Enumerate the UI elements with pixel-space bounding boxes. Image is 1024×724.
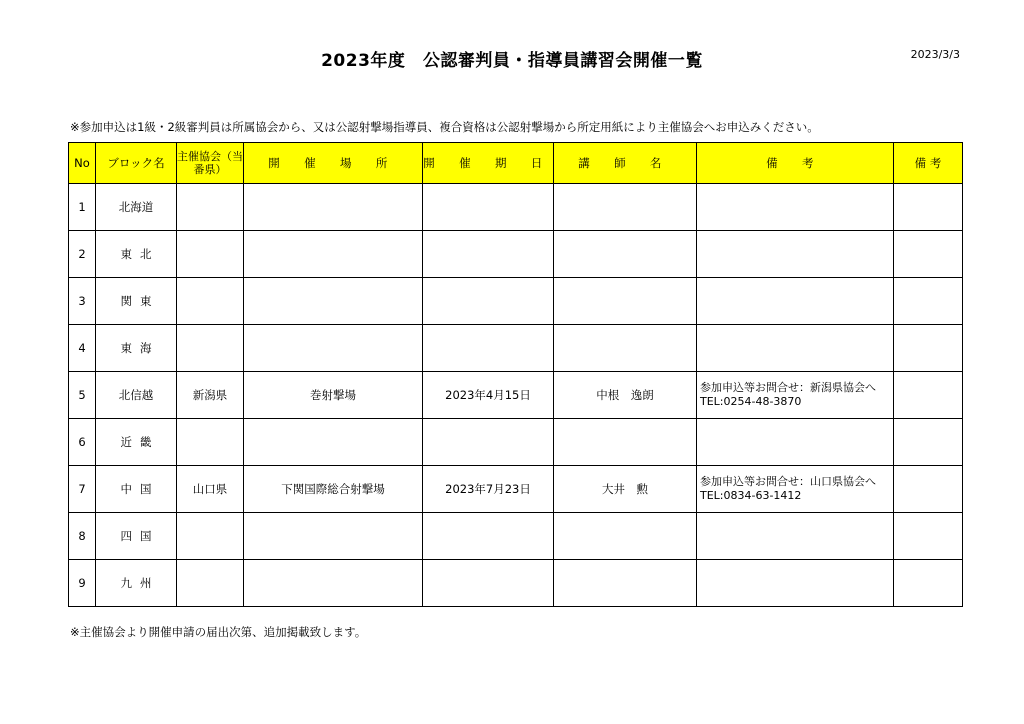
cell-venue (244, 184, 423, 231)
cell-lecturer (554, 325, 697, 372)
cell-block: 四国 (96, 513, 177, 560)
cell-remarks: 参加申込等お問合せ：山口県協会へTEL:0834-63-1412 (697, 466, 894, 513)
cell-no: 1 (69, 184, 96, 231)
cell-remarks (697, 184, 894, 231)
table-header-row (69, 143, 963, 184)
cell-block: 北信越 (96, 372, 177, 419)
cell-lecturer (554, 184, 697, 231)
table-row (69, 184, 963, 231)
cell-venue (244, 325, 423, 372)
table-row (69, 466, 963, 513)
cell-date (423, 560, 554, 607)
table-row (69, 513, 963, 560)
cell-no: 8 (69, 513, 96, 560)
cell-date (423, 278, 554, 325)
cell-block: 北海道 (96, 184, 177, 231)
table-row (69, 372, 963, 419)
cell-remarks (697, 513, 894, 560)
cell-venue (244, 419, 423, 466)
cell-remarks-2 (894, 278, 963, 325)
cell-host (177, 278, 244, 325)
cell-date (423, 513, 554, 560)
cell-no: 4 (69, 325, 96, 372)
cell-block: 中国 (96, 466, 177, 513)
table-row (69, 560, 963, 607)
cell-remarks (697, 278, 894, 325)
cell-remarks (697, 231, 894, 278)
header-block: ブロック名 (96, 143, 177, 184)
cell-lecturer (554, 560, 697, 607)
cell-no: 6 (69, 419, 96, 466)
table-row (69, 278, 963, 325)
header-host: 主催協会（当番県） (177, 143, 244, 184)
header-date: 開 催 期 日 (423, 143, 554, 184)
cell-remarks-2 (894, 372, 963, 419)
cell-no: 7 (69, 466, 96, 513)
cell-lecturer (554, 419, 697, 466)
cell-venue (244, 513, 423, 560)
cell-no: 2 (69, 231, 96, 278)
cell-host (177, 325, 244, 372)
document-date: 2023/3/3 (910, 48, 960, 61)
page-title: 2023年度 公認審判員・指導員講習会開催一覧 (321, 51, 703, 71)
cell-date (423, 231, 554, 278)
cell-venue (244, 560, 423, 607)
cell-lecturer (554, 278, 697, 325)
cell-no: 3 (69, 278, 96, 325)
cell-host: 山口県 (177, 466, 244, 513)
cell-remarks-2 (894, 560, 963, 607)
cell-remarks-2 (894, 513, 963, 560)
cell-block: 九州 (96, 560, 177, 607)
cell-block: 関東 (96, 278, 177, 325)
cell-block: 近畿 (96, 419, 177, 466)
cell-host (177, 184, 244, 231)
cell-remarks-2 (894, 231, 963, 278)
cell-venue (244, 231, 423, 278)
table-row (69, 325, 963, 372)
cell-host (177, 419, 244, 466)
cell-date: 2023年4月15日 (423, 372, 554, 419)
header-remarks: 備 考 (697, 143, 894, 184)
seminar-schedule-table (68, 142, 963, 607)
cell-venue (244, 278, 423, 325)
footnote: ※主催協会より開催申請の届出次第、追加掲載致します。 (70, 625, 367, 639)
table-row (69, 419, 963, 466)
cell-remarks: 参加申込等お問合せ：新潟県協会へTEL:0254-48-3870 (697, 372, 894, 419)
cell-lecturer: 大井 勲 (554, 466, 697, 513)
header-no: No (69, 143, 96, 184)
header-venue: 開 催 場 所 (244, 143, 423, 184)
cell-date (423, 419, 554, 466)
cell-lecturer (554, 513, 697, 560)
cell-remarks (697, 560, 894, 607)
cell-venue: 下関国際総合射撃場 (244, 466, 423, 513)
cell-remarks-2 (894, 325, 963, 372)
header-remarks-2: 備 考 (894, 143, 963, 184)
cell-remarks-2 (894, 184, 963, 231)
cell-host (177, 513, 244, 560)
cell-block: 東海 (96, 325, 177, 372)
cell-host (177, 560, 244, 607)
cell-remarks-2 (894, 419, 963, 466)
table-row (69, 231, 963, 278)
cell-block: 東北 (96, 231, 177, 278)
cell-lecturer (554, 231, 697, 278)
cell-no: 9 (69, 560, 96, 607)
cell-date (423, 184, 554, 231)
cell-host: 新潟県 (177, 372, 244, 419)
cell-date (423, 325, 554, 372)
cell-venue: 巻射撃場 (244, 372, 423, 419)
cell-lecturer: 中根 逸朗 (554, 372, 697, 419)
cell-remarks-2 (894, 466, 963, 513)
cell-remarks (697, 325, 894, 372)
cell-remarks (697, 419, 894, 466)
cell-no: 5 (69, 372, 96, 419)
application-note: ※参加申込は1級・2級審判員は所属協会から、又は公認射撃場指導員、複合資格は公認射撃場から所定用紙により主催協会へお申込みください。 (70, 120, 819, 134)
header-lecturer: 講 師 名 (554, 143, 697, 184)
cell-date: 2023年7月23日 (423, 466, 554, 513)
cell-host (177, 231, 244, 278)
